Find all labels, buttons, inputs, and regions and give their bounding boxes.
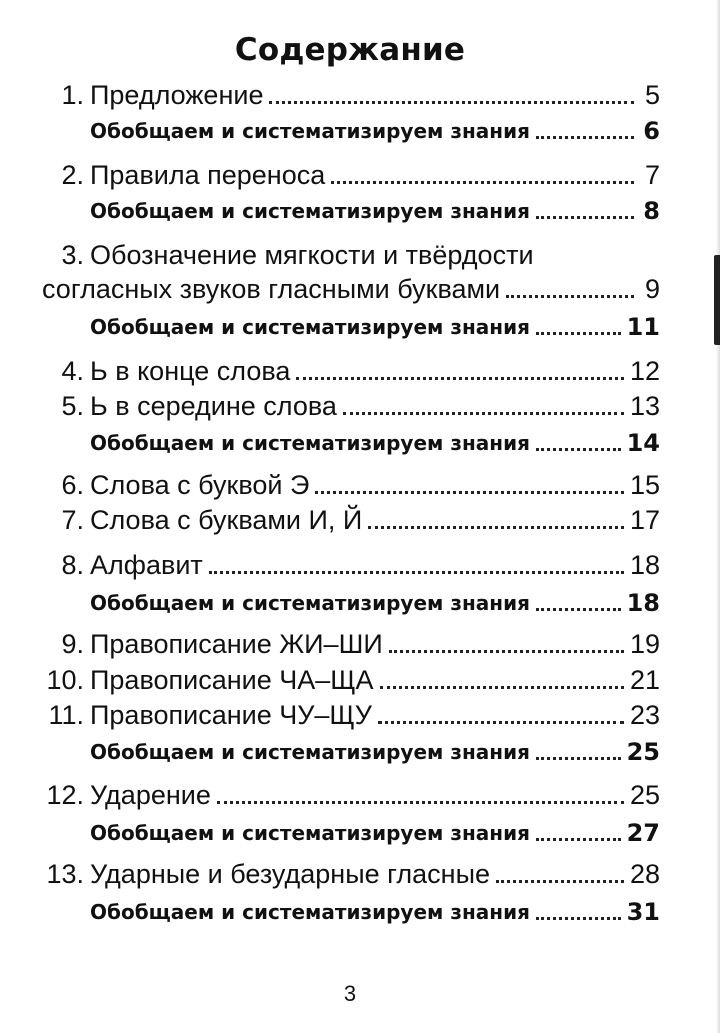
toc-title-continued: согласных звуков гласными буквами [42,274,501,304]
page-number: 3 [343,981,357,1006]
toc-summary-13 [0,893,660,927]
dot-leader [536,757,621,760]
toc-page: 25 [629,780,660,810]
dot-leader [506,295,634,298]
toc-number: 11. [48,700,84,730]
toc-summary-8 [0,584,660,618]
toc-entry-2 [0,158,660,192]
dot-leader [331,181,634,184]
toc-entry-3-line2 [42,272,660,306]
toc-number: 6. [61,470,84,500]
toc-number: 12. [46,780,84,810]
page-edge [716,0,720,1033]
toc-summary-1 [0,112,660,146]
dot-leader [496,880,624,883]
toc-entry-8 [0,548,660,582]
toc-page: 25 [626,738,660,766]
toc-entry-7 [0,503,660,537]
toc-entry-6 [0,468,660,502]
toc-title: Слова с буквами И, Й [90,505,363,535]
toc-summary-title: Обобщаем и систематизируем знания [90,431,530,455]
toc-title: Ударение [90,780,211,810]
dot-leader [536,917,621,920]
toc-page: 21 [629,665,660,695]
toc-page: 5 [644,80,660,110]
toc-number: 10. [46,665,84,695]
toc-title: Алфавит [90,550,203,580]
toc-page: 23 [629,700,660,730]
toc-page: 17 [629,505,660,535]
dot-leader [536,332,621,335]
toc-page: 31 [626,898,660,926]
toc-summary-12 [0,814,660,848]
toc-page: 8 [643,197,660,225]
dot-leader [536,838,621,841]
toc-title: Слова с буквой Э [90,470,310,500]
toc-number: 3. [61,240,84,270]
toc-number: 8. [61,550,84,580]
page-edge-mark [714,255,720,345]
toc-summary-title: Обобщаем и систематизируем знания [90,900,530,924]
toc-summary-title: Обобщаем и систематизируем знания [90,119,530,143]
toc-summary-11 [0,733,660,767]
dot-leader [389,650,624,653]
toc-summary-title: Обобщаем и систематизируем знания [90,821,530,845]
toc-page: 11 [626,313,660,341]
toc-page: 18 [629,550,660,580]
page-title: Содержание [234,32,466,68]
toc-number: 13. [46,859,84,889]
toc-summary-title: Обобщаем и систематизируем знания [90,740,530,764]
dot-leader [209,571,624,574]
dot-leader [368,526,624,529]
toc-summary-title: Обобщаем и систематизируем знания [90,315,530,339]
toc-number: 2. [61,160,84,190]
toc-title: Правописание ЧУ–ЩУ [90,700,372,730]
toc-page: 15 [629,470,660,500]
dot-leader [536,608,621,611]
toc-summary-5 [0,424,660,458]
toc-entry-4 [0,354,660,388]
toc-title: Ь в середине слова [90,391,337,421]
toc-summary-title: Обобщаем и систематизируем знания [90,591,530,615]
dot-leader [315,491,624,494]
dot-leader [536,448,621,451]
toc-page: 12 [629,356,660,386]
toc-page: 19 [629,629,660,659]
toc-page: 9 [644,274,660,304]
toc-entry-12 [0,778,660,812]
toc-entry-5 [0,389,660,423]
toc-page: 27 [626,819,660,847]
toc-entry-11 [0,698,660,732]
toc-entry-1 [0,78,660,112]
toc-title: Правописание ЧА–ЩА [90,665,374,695]
toc-number: 9. [61,629,84,659]
toc-summary-2 [0,192,660,226]
toc-title: Предложение [90,80,264,110]
dot-leader [217,801,624,804]
toc-page: 6 [643,117,660,145]
toc-title: Правила переноса [90,160,326,190]
toc-summary-title: Обобщаем и систематизируем знания [90,199,530,223]
toc-entry-13 [0,857,660,891]
toc-title: Правописание ЖИ–ШИ [90,629,383,659]
toc-page: 14 [626,429,660,457]
toc-number: 7. [61,505,84,535]
toc-page: 18 [626,589,660,617]
toc-entry-10 [0,663,660,697]
toc-title: Ударные и безударные гласные [90,859,490,889]
toc-entry-9 [0,627,660,661]
dot-leader [536,216,634,219]
toc-number: 5. [61,391,84,421]
toc-number: 1. [61,80,84,110]
dot-leader [536,136,634,139]
dot-leader [378,721,624,724]
toc-page: 28 [629,859,660,889]
toc-page: 13 [629,391,660,421]
dot-leader [296,377,624,380]
dot-leader [343,412,624,415]
toc-entry-3-line1 [0,238,660,272]
dot-leader [380,686,624,689]
dot-leader [269,101,634,104]
toc-title: Ь в конце слова [90,356,291,386]
toc-page: 7 [644,160,660,190]
toc-summary-3 [0,308,660,342]
toc-number: 4. [61,356,84,386]
toc-title: Обозначение мягкости и твёрдости [90,240,534,270]
